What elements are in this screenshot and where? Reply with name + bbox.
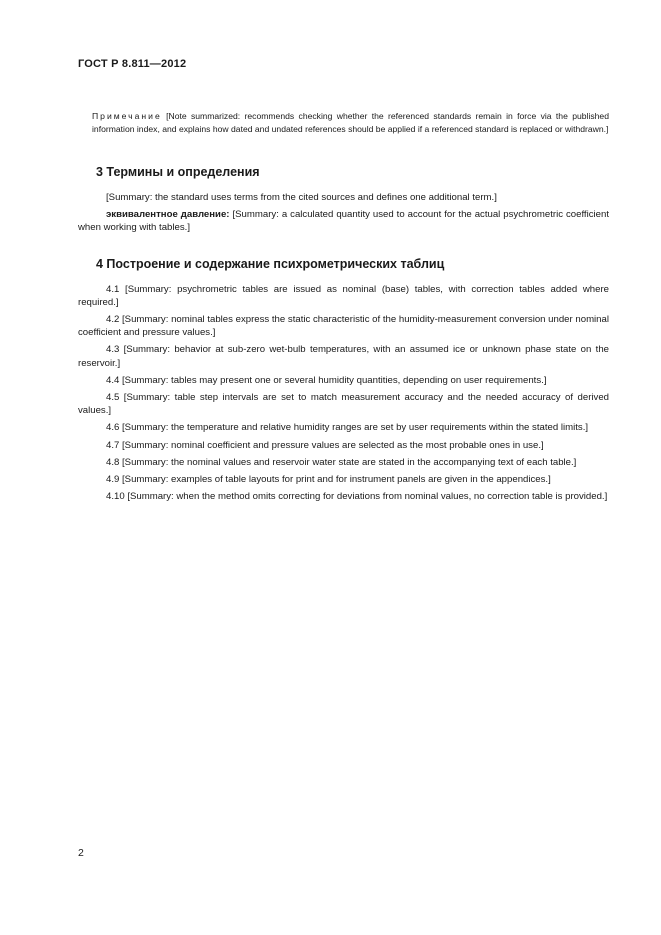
term-text: [Summary: a calculated quantity used to account for the actual psychrometric coefficient when working with tables.] (78, 209, 609, 234)
page-number: 2 (78, 847, 84, 859)
paragraph: 4.7 [Summary: nominal coefficient and pressure values are selected as the most probable ones in use.] (106, 439, 544, 451)
section-3-title: 3 Термины и определения (96, 165, 260, 179)
document-code: ГОСТ Р 8.811—2012 (78, 58, 187, 70)
paragraph: 4.9 [Summary: examples of table layouts for print and for instrument panels are given in the appendices.] (106, 474, 551, 486)
section-3-intro: [Summary: the standard uses terms from the cited sources and defines one additional term.] (106, 192, 497, 203)
note-label: Примечание (92, 111, 162, 121)
paragraph: 4.5 [Summary: table step intervals are set to match measurement accuracy and the needed accuracy of derived values.] (78, 392, 609, 417)
paragraph: 4.8 [Summary: the nominal values and reservoir water state are stated in the accompanying text of each table.] (106, 456, 577, 468)
paragraph: 4.10 [Summary: when the method omits correcting for deviations from nominal values, no correction table is provided.] (106, 491, 608, 503)
paragraph: 4.3 [Summary: behavior at sub-zero wet-bulb temperatures, with an assumed ice or unknown phase state on the reservoir.] (78, 344, 609, 369)
paragraph: 4.6 [Summary: the temperature and relative humidity ranges are set by user requirements within the stated limits.] (106, 422, 589, 434)
note-text: [Note summarized: recommends checking whether the referenced standards remain in force via the published information index, and explains how dated and undated references should be applied if a referenced standard is replaced or withdrawn.] (92, 111, 609, 134)
section-4-title: 4 Построение и содержание психрометрических таблиц (96, 256, 445, 271)
note-block (78, 110, 609, 135)
paragraph: 4.1 [Summary: psychrometric tables are issued as nominal (base) tables, with correction tables added where required.] (78, 283, 609, 308)
term-name: эквивалентное давление: (106, 209, 230, 221)
term-definition (78, 208, 609, 234)
section-4 (78, 257, 609, 504)
section-3 (78, 165, 609, 235)
paragraph: 4.2 [Summary: nominal tables express the static characteristic of the humidity-measurement conversion under nominal coefficient and pressure values.] (78, 314, 609, 339)
paragraph: 4.4 [Summary: tables may present one or several humidity quantities, depending on user requirements.] (106, 374, 547, 386)
